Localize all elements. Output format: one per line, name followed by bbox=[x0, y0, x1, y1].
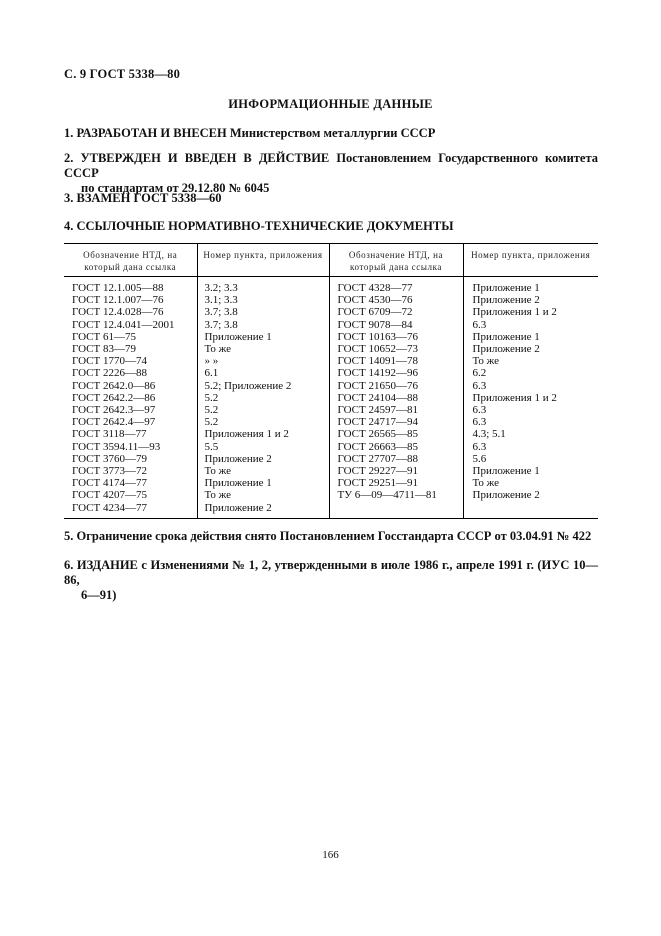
table-row bbox=[64, 465, 598, 477]
ntd-designation-cell: ГОСТ 14091—78 bbox=[329, 355, 463, 367]
table-row bbox=[64, 367, 598, 379]
ntd-designation-cell: ГОСТ 27707—88 bbox=[329, 453, 463, 465]
ntd-designation-cell: ГОСТ 10652—73 bbox=[329, 343, 463, 355]
clause-number-cell: 6.3 bbox=[463, 404, 598, 416]
table-row bbox=[64, 416, 598, 428]
clause-number-cell: 6.3 bbox=[463, 441, 598, 453]
table-header-row bbox=[64, 244, 598, 277]
ntd-designation-cell: ГОСТ 26565—85 bbox=[329, 428, 463, 440]
clause-number-cell: То же bbox=[197, 343, 329, 355]
clause-number-cell: 3.1; 3.3 bbox=[197, 294, 329, 306]
clause-number-cell: » » bbox=[197, 355, 329, 367]
ntd-designation-cell: ГОСТ 12.4.041—2001 bbox=[72, 318, 175, 331]
info-item-6-lead: 6. ИЗДАНИЕ с Изменениями № 1, 2, утвержденными в июле 1986 г., апреле 1991 г. (ИУС 10—86, bbox=[64, 558, 598, 587]
clause-number-cell: Приложение 2 bbox=[197, 502, 329, 519]
info-item-1 bbox=[64, 126, 598, 141]
ntd-designation-cell: ГОСТ 10163—76 bbox=[329, 331, 463, 343]
table-row bbox=[64, 392, 598, 404]
clause-number-cell: 6.1 bbox=[197, 367, 329, 379]
page-number: 166 bbox=[322, 849, 339, 861]
clause-number-cell: 4.3; 5.1 bbox=[463, 428, 598, 440]
clause-number-cell: 5.5 bbox=[197, 441, 329, 453]
ntd-designation-cell: ГОСТ 4328—77 bbox=[329, 277, 463, 295]
ntd-designation-cell: ГОСТ 12.1.005—88 bbox=[72, 282, 164, 294]
info-item-1-lead: 1. РАЗРАБОТАН И ВНЕСЕН bbox=[64, 126, 227, 140]
ntd-designation-cell: ГОСТ 4174—77 bbox=[72, 477, 147, 490]
ntd-designation-cell: ГОСТ 4234—77 bbox=[64, 502, 197, 519]
ntd-designation-cell: ГОСТ 24717—94 bbox=[329, 416, 463, 428]
ntd-designation-cell: ГОСТ 4207—75 bbox=[72, 489, 147, 502]
clause-number-cell: Приложение 1 bbox=[463, 277, 598, 295]
header-ntd-designation-1: Обозначение НТД, на который дана ссылка bbox=[64, 244, 197, 277]
table-row bbox=[64, 277, 598, 295]
ntd-designation-cell: ГОСТ 3760—79 bbox=[72, 452, 147, 465]
clause-number-cell: 5.2 bbox=[197, 416, 329, 428]
clause-number-cell: Приложение 1 bbox=[197, 331, 329, 343]
info-item-6-line2: 6—91) bbox=[81, 588, 117, 602]
ntd-designation-cell: ГОСТ 2642.2—86 bbox=[72, 391, 156, 404]
info-item-2 bbox=[64, 151, 598, 196]
page-header: С. 9 ГОСТ 5338—80 bbox=[64, 67, 181, 81]
info-item-6 bbox=[64, 558, 598, 603]
clause-number-cell: То же bbox=[197, 465, 329, 477]
table-row bbox=[64, 502, 598, 519]
clause-number-cell: Приложение 2 bbox=[463, 343, 598, 355]
table-row bbox=[64, 306, 598, 318]
ntd-designation-cell: ГОСТ 24597—81 bbox=[329, 404, 463, 416]
clause-number-cell: То же bbox=[197, 489, 329, 501]
clause-number-cell: Приложение 2 bbox=[463, 489, 598, 501]
ntd-designation-cell: ГОСТ 21650—76 bbox=[329, 380, 463, 392]
clause-number-cell: 6.2 bbox=[463, 367, 598, 379]
table-row bbox=[64, 404, 598, 416]
clause-number-cell: Приложения 1 и 2 bbox=[197, 428, 329, 440]
ntd-designation-cell: ГОСТ 2642.4—97 bbox=[72, 416, 156, 429]
table-row bbox=[64, 319, 598, 331]
clause-number-cell: 3.7; 3.8 bbox=[197, 306, 329, 318]
table-body bbox=[64, 277, 598, 519]
clause-number-cell: 5.6 bbox=[463, 453, 598, 465]
info-item-2-text: Постановлением Государственного комитета СССР bbox=[64, 151, 599, 180]
clause-number-cell: Приложение 2 bbox=[197, 453, 329, 465]
table-row bbox=[64, 453, 598, 465]
ntd-designation-cell: ГОСТ 4530—76 bbox=[329, 294, 463, 306]
table-row bbox=[64, 294, 598, 306]
ntd-designation-cell: ГОСТ 1770—74 bbox=[72, 355, 147, 368]
ntd-designation-cell: ГОСТ 29251—91 bbox=[329, 477, 463, 489]
ntd-designation-cell: ГОСТ 3118—77 bbox=[72, 428, 147, 441]
table-row bbox=[64, 441, 598, 453]
ntd-designation-cell: ТУ 6—09—4711—81 bbox=[329, 489, 463, 501]
table-row bbox=[64, 477, 598, 489]
ntd-designation-cell: ГОСТ 12.4.028—76 bbox=[72, 306, 164, 319]
clause-number-cell bbox=[463, 502, 598, 519]
info-item-3 bbox=[64, 191, 598, 206]
table-row bbox=[64, 331, 598, 343]
info-item-3-lead: 3. ВЗАМЕН ГОСТ 5338—60 bbox=[64, 191, 222, 205]
table-row bbox=[64, 489, 598, 501]
clause-number-cell: 3.7; 3.8 bbox=[197, 319, 329, 331]
section-title: ИНФОРМАЦИОННЫЕ ДАННЫЕ bbox=[228, 97, 433, 111]
clause-number-cell: 6.3 bbox=[463, 380, 598, 392]
header-ntd-designation-2: Обозначение НТД, на который дана ссылка bbox=[329, 244, 463, 277]
clause-number-cell: 5.2 bbox=[197, 392, 329, 404]
clause-number-cell: 6.3 bbox=[463, 319, 598, 331]
ntd-designation-cell: ГОСТ 14192—96 bbox=[329, 367, 463, 379]
info-item-4-lead: 4. ССЫЛОЧНЫЕ НОРМАТИВНО-ТЕХНИЧЕСКИЕ ДОКУМЕНТЫ bbox=[64, 219, 454, 233]
clause-number-cell: Приложения 1 и 2 bbox=[463, 392, 598, 404]
clause-number-cell: То же bbox=[463, 477, 598, 489]
ntd-designation-cell: ГОСТ 3594.11—93 bbox=[72, 440, 161, 453]
ntd-designation-cell: ГОСТ 83—79 bbox=[72, 343, 136, 356]
clause-number-cell: То же bbox=[463, 355, 598, 367]
info-item-2-line2: по стандартам от 29.12.80 № 6045 bbox=[81, 181, 270, 195]
clause-number-cell: 3.2; 3.3 bbox=[197, 277, 329, 295]
table-row bbox=[64, 355, 598, 367]
clause-number-cell: Приложение 1 bbox=[463, 465, 598, 477]
clause-number-cell: 5.2 bbox=[197, 404, 329, 416]
ntd-designation-cell: ГОСТ 2642.0—86 bbox=[72, 379, 156, 392]
info-item-4 bbox=[64, 219, 598, 234]
ntd-designation-cell: ГОСТ 2226—88 bbox=[72, 367, 147, 380]
ntd-designation-cell: ГОСТ 2642.3—97 bbox=[72, 404, 156, 417]
table-row bbox=[64, 428, 598, 440]
ntd-designation-cell: ГОСТ 6709—72 bbox=[329, 306, 463, 318]
ntd-designation-cell bbox=[329, 502, 463, 519]
ntd-designation-cell: ГОСТ 61—75 bbox=[72, 330, 136, 343]
info-item-5 bbox=[64, 529, 598, 544]
ntd-designation-cell: ГОСТ 9078—84 bbox=[329, 319, 463, 331]
clause-number-cell: 5.2; Приложение 2 bbox=[197, 380, 329, 392]
reference-documents-table bbox=[64, 243, 598, 519]
clause-number-cell: Приложения 1 и 2 bbox=[463, 306, 598, 318]
info-item-1-text: Министерством металлургии СССР bbox=[226, 126, 436, 140]
ntd-designation-cell: ГОСТ 24104—88 bbox=[329, 392, 463, 404]
table-row bbox=[64, 380, 598, 392]
ntd-designation-cell: ГОСТ 3773—72 bbox=[72, 465, 147, 478]
clause-number-cell: Приложение 1 bbox=[197, 477, 329, 489]
clause-number-cell: Приложение 1 bbox=[463, 331, 598, 343]
table-row bbox=[64, 343, 598, 355]
ntd-designation-cell: ГОСТ 26663—85 bbox=[329, 441, 463, 453]
header-clause-number-2: Номер пункта, приложения bbox=[463, 244, 598, 277]
info-item-5-lead: 5. Ограничение срока действия снято Постановлением Госстандарта СССР от 03.04.91 № 422 bbox=[64, 529, 592, 543]
info-item-2-lead: 2. УТВЕРЖДЕН И ВВЕДЕН В ДЕЙСТВИЕ bbox=[64, 151, 330, 165]
clause-number-cell: Приложение 2 bbox=[463, 294, 598, 306]
ntd-designation-cell: ГОСТ 12.1.007—76 bbox=[72, 294, 164, 307]
ntd-designation-cell: ГОСТ 29227—91 bbox=[329, 465, 463, 477]
header-clause-number-1: Номер пункта, приложения bbox=[197, 244, 329, 277]
clause-number-cell: 6.3 bbox=[463, 416, 598, 428]
